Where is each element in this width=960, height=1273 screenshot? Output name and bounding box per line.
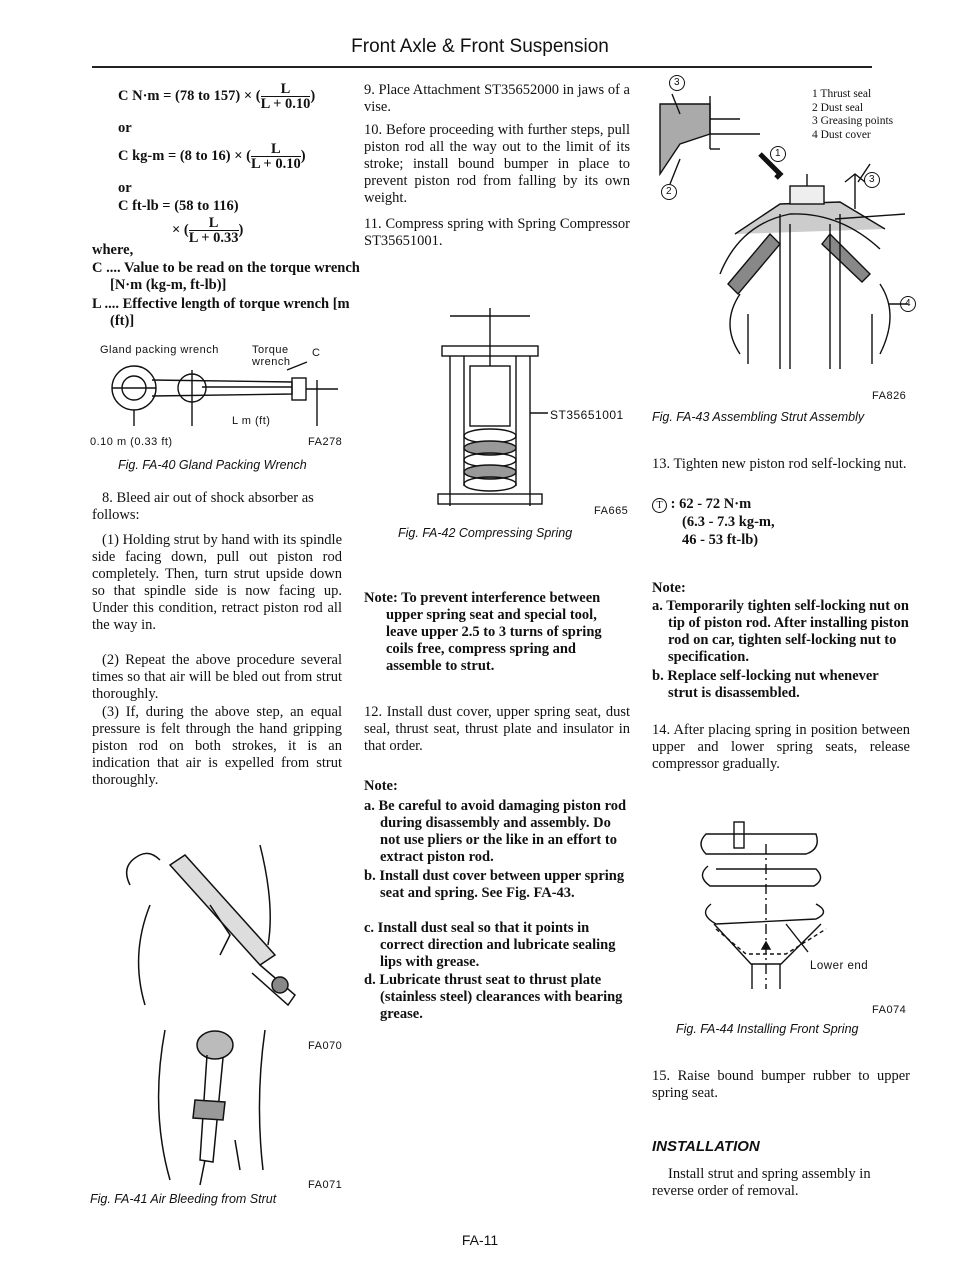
fig40-label-gland: Gland packing wrench	[100, 344, 219, 356]
note-2-b: b. Install dust cover between upper spring seat and spring. See Fig. FA-43.	[364, 868, 625, 901]
installation-text: Install strut and spring assembly in reverse order of removal.	[652, 1166, 871, 1199]
fig40-code: FA278	[308, 436, 343, 448]
legend-item: 1 Thrust seal	[812, 88, 872, 100]
step-11: 11. Compress spring with Spring Compressor ST35651001.	[364, 216, 630, 249]
page-header: Front Axle & Front Suspension	[351, 36, 609, 57]
formula-def-l: L .... Effective length of torque wrench [m (ft)]	[92, 296, 350, 329]
fig42-code: FA665	[594, 505, 629, 517]
formula-kgm-lhs: C kg-m = (8 to 16) ×	[118, 147, 243, 164]
fraction-denominator: L + 0.33	[188, 230, 239, 246]
fig40-caption: Fig. FA-40 Gland Packing Wrench	[118, 458, 307, 472]
fig42-spring-compressor-drawing	[430, 306, 550, 516]
fig43-code: FA826	[872, 390, 907, 402]
fig40-label-010: 0.10 m (0.33 ft)	[90, 436, 173, 448]
fig41-air-bleeding-drawing-lower	[145, 1020, 305, 1190]
header-rule	[92, 66, 872, 68]
times-sign: ×	[172, 221, 181, 238]
fig43-marker-2: 2	[661, 184, 677, 200]
fig40-wrench-drawing	[92, 360, 342, 430]
fig40-label-torque: Torque wrench	[252, 344, 291, 368]
fig43-marker-3-top: 3	[669, 75, 685, 91]
note-1: Note: To prevent interference between upper spring seat and special tool, leave upper 2.5 to 3 turns of spring coils free, compress spring and assemble to strut.	[364, 590, 602, 674]
fraction-numerator: L	[251, 142, 301, 157]
fig40-label-c: C	[312, 347, 321, 359]
fraction-numerator: L	[189, 216, 239, 231]
step-12: 12. Install dust cover, upper spring seat, dust seal, thrust seat, thrust plate and insulator in that order.	[364, 704, 630, 754]
note-3-title: Note:	[652, 580, 686, 596]
fig41-air-bleeding-drawing-upper	[110, 845, 310, 1025]
step-8-sub-3: (3) If, during the above step, an equal pressure is felt through the hand gripping piston rod on both strokes, it is an indication that air is expelled from strut thoroughly.	[92, 704, 342, 788]
fig43-marker-3-mid: 3	[864, 172, 880, 188]
formula-def-c: C .... Value to be read on the torque wrench [N·m (kg-m, ft-lb)]	[92, 260, 360, 293]
note-2-c: c. Install dust seal so that it points in correct direction and lubricate sealing lips with grease.	[364, 920, 616, 970]
formula-or-1: or	[118, 120, 132, 136]
fig43-marker-1: 1	[770, 146, 786, 162]
formula-kgm: C kg-m = (8 to 16) × ( $\frac{L}{L + 0.10}$ )	[118, 141, 306, 172]
note-2-title: Note:	[364, 778, 398, 794]
fig43-legend	[812, 88, 893, 142]
fraction-denominator: L + 0.10	[250, 156, 301, 172]
step-14: 14. After placing spring in position between upper and lower spring seats, release compressor gradually.	[652, 722, 910, 772]
formula-ftlb-fraction	[189, 216, 239, 245]
step-8-sub-1: (1) Holding strut by hand with its spindle side facing down, pull out piston rod completely. Then, turn strut upside down so that spindle side is now facing up. Under this condition, retract piston rod all the way in.	[92, 532, 342, 633]
torque-icon: T	[652, 498, 667, 513]
formula-ftlb-fraction-row: × ( $\frac{L}{L + 0.33}$ )	[172, 215, 244, 246]
fig43-marker-4: 4	[900, 296, 916, 312]
formula-nm-fraction	[261, 82, 311, 111]
fig40-label-lm: L m (ft)	[232, 415, 271, 427]
fig41-code-b: FA071	[308, 1179, 343, 1191]
fig42-caption: Fig. FA-42 Compressing Spring	[398, 526, 573, 540]
step-10: 10. Before proceeding with further steps, pull piston rod all the way out to the limit of its stroke; install bound bumper in place to prevent piston rod from falling by its own weight.	[364, 122, 630, 206]
fig44-label-lower-end: Lower end	[810, 960, 869, 972]
fraction-denominator: L + 0.10	[260, 96, 311, 112]
legend-item: 4 Dust cover	[812, 128, 871, 141]
step-9: 9. Place Attachment ST35652000 in jaws of a vise.	[364, 82, 630, 115]
note-2-a: a. Be careful to avoid damaging piston rod during disassembly and assembly. Do not use pliers or the like in an effort to extract piston rod.	[364, 798, 627, 865]
step-15: 15. Raise bound bumper rubber to upper spring seat.	[652, 1068, 910, 1101]
legend-item: 3 Greasing points	[812, 115, 894, 127]
formula-nm: C N·m = (78 to 157) × ( $\frac{L}{L + 0.10}$ )	[118, 81, 316, 112]
fig41-caption: Fig. FA-41 Air Bleeding from Strut	[90, 1192, 277, 1206]
formula-nm-lhs: C N·m = (78 to 157) ×	[118, 87, 253, 104]
fig44-code: FA074	[872, 1004, 907, 1016]
note-3-b: b. Replace self-locking nut whenever strut is disassembled.	[652, 668, 879, 701]
torque-value-kgm: (6.3 - 7.3 kg-m,	[682, 514, 775, 530]
step-13: 13. Tighten new piston rod self-locking nut.	[652, 456, 907, 472]
legend-item: 2 Dust seal	[812, 101, 864, 114]
formula-or-2: or	[118, 180, 132, 196]
formula-ftlb: C ft-lb = (58 to 116)	[118, 198, 239, 214]
step-8-sub-2: (2) Repeat the above procedure several times so that air will be bled out from strut thoroughly.	[92, 652, 342, 702]
formula-kgm-fraction	[251, 142, 301, 171]
fraction-numerator: L	[261, 82, 311, 97]
page-number: FA-11	[461, 1232, 499, 1248]
step-8: 8. Bleed air out of shock absorber as follows:	[92, 490, 314, 523]
fig42-tool-label: ST35651001	[550, 408, 624, 422]
section-installation: INSTALLATION	[652, 1138, 760, 1155]
fig44-caption: Fig. FA-44 Installing Front Spring	[676, 1022, 859, 1036]
torque-value-nm: : 62 - 72 N·m	[670, 496, 752, 512]
torque-value-ftlb: 46 - 53 ft-lb)	[682, 532, 759, 548]
formula-where: where,	[92, 242, 134, 258]
note-2-d: d. Lubricate thrust seat to thrust plate (stainless steel) clearances with bearing grease.	[364, 972, 623, 1022]
fig43-caption: Fig. FA-43 Assembling Strut Assembly	[652, 410, 865, 424]
note-3-a: a. Temporarily tighten self-locking nut on tip of piston rod. After installing piston rod on car, tighten self-locking nut to specification.	[652, 598, 909, 665]
torque-spec	[652, 496, 910, 513]
fig41-code-a: FA070	[308, 1040, 343, 1052]
